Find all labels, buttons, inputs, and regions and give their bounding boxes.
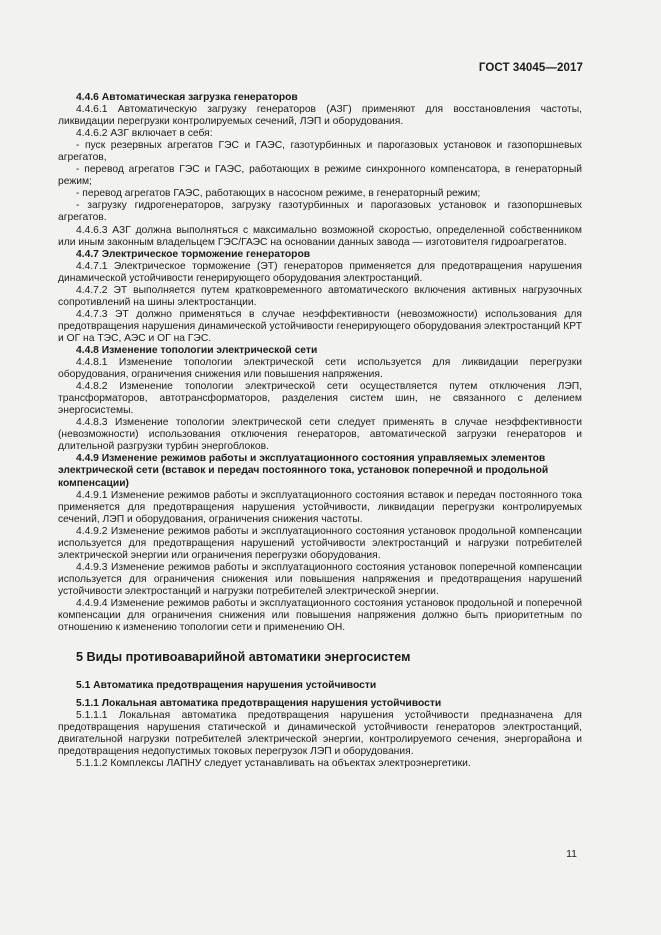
paragraph: - перевод агрегатов ГЭС и ГАЭС, работающих в режиме синхронного компенсатора, в генераторный режим; <box>58 164 582 188</box>
paragraph: 4.4.7.2 ЭТ выполняется путем кратковременного автоматического включения активных нагрузочных сопротивлений на шины электростанции. <box>58 284 582 308</box>
paragraph: 4.4.8.3 Изменение топологии электрической сети следует применять в случае неэффективности (невозможности) использования отключения генераторов, автоматической загрузки генераторов и длительной разгрузки турбин энергоблоков. <box>58 417 582 453</box>
paragraph: 4.4.6.3 АЗГ должна выполняться с максимально возможной скоростью, определенной собственником или иным законным владельцем ГЭС/ГАЭС на основании данных завода — изготовителя гидроагрегатов. <box>58 224 582 248</box>
page-number: 11 <box>566 848 577 860</box>
paragraph: 4.4.8.1 Изменение топологии электрической сети используется для ликвидации перегрузки оборудования, ограничения снижения или повышения напряжения. <box>58 357 582 381</box>
page-content <box>58 92 582 770</box>
subsection-heading: 5.1 Автоматика предотвращения нарушения устойчивости <box>76 680 377 692</box>
paragraph: - загрузку гидрогенераторов, загрузку газотурбинных и парогазовых установок и газопоршневых агрегатов. <box>58 200 582 224</box>
paragraph: 4.4.9.2 Изменение режимов работы и эксплуатационного состояния установок продольной компенсации используется для предотвращения нарушений устойчивости электростанций и нагрузки потребителей электрической энергии или ограничения перегрузки оборудования. <box>58 525 582 561</box>
clause-heading: 4.4.7 Электрическое торможение генераторов <box>76 248 311 260</box>
paragraph: 4.4.9.3 Изменение режимов работы и эксплуатационного состояния установок поперечной компенсации используется для ограничения снижения или повышения напряжения и предотвращения нарушений устойчивости электростанций и нагрузки потребителей электрической энергии. <box>58 561 582 597</box>
section-heading: 5 Виды противоаварийной автоматики энергосистем <box>76 650 411 665</box>
clause-heading: 4.4.6 Автоматическая загрузка генераторов <box>76 92 298 103</box>
clause-heading: 4.4.9 Изменение режимов работы и эксплуатационного состояния управляемых элементов электрической сети (вставок и передач постоянного тока, установок поперечной и продольной компенсации) <box>58 453 549 489</box>
paragraph: 4.4.7.1 Электрическое торможение (ЭТ) генераторов применяется для предотвращения нарушения динамической устойчивости генерирующего оборудования электростанций. <box>58 260 582 284</box>
paragraph: - пуск резервных агрегатов ГЭС и ГАЭС, газотурбинных и парогазовых установок и газопоршневых агрегатов, <box>58 140 582 164</box>
paragraph: - перевод агрегатов ГАЭС, работающих в насосном режиме, в генераторный режим; <box>76 188 481 200</box>
document-code: ГОСТ 34045—2017 <box>478 62 583 74</box>
section5-text <box>58 710 582 770</box>
paragraph: 5.1.1.2 Комплексы ЛАПНУ следует устанавливать на объектах электроэнергетики. <box>76 758 471 770</box>
paragraph: 5.1.1.1 Локальная автоматика предотвращения нарушения устойчивости предназначена для предотвращения нарушения статической и динамической устойчивости генераторов электростанций, двигательной нагрузки потребителей электрической энергии, контролируемого сечения, энергорайона и предотвращения недопустимых токовых перегрузок ЛЭП и оборудования. <box>58 710 582 758</box>
paragraph: 4.4.6.1 Автоматическую загрузку генераторов (АЗГ) применяют для восстановления частоты, ликвидации перегрузки контролируемых сечений, ЛЭП и оборудования. <box>58 104 582 128</box>
paragraph: 4.4.9.1 Изменение режимов работы и эксплуатационного состояния вставок и передач постоянного тока применяется для предотвращения нарушения устойчивости, ликвидации перегрузки контролируемых сечений, ЛЭП и оборудования, ограничения снижения частоты. <box>58 489 582 525</box>
subsubsection-heading: 5.1.1 Локальная автоматика предотвращения нарушения устойчивости <box>76 698 442 710</box>
body-text <box>58 92 582 634</box>
paragraph: 4.4.6.2 АЗГ включает в себя: <box>76 128 213 140</box>
paragraph: 4.4.8.2 Изменение топологии электрической сети осуществляется путем отключения ЛЭП, трансформаторов, автотрансформаторов, разделения систем шин, не связанного с делением энергосистемы. <box>58 381 582 417</box>
clause-heading: 4.4.8 Изменение топологии электрической сети <box>76 344 318 356</box>
paragraph: 4.4.9.4 Изменение режимов работы и эксплуатационного состояния установок продольной и поперечной компенсации для ограничения снижения или повышения напряжения должно быть приоритетным по отношению к изменению топологии сети и применению ОН. <box>58 597 582 634</box>
paragraph: 4.4.7.3 ЭТ должно применяться в случае неэффективности (невозможности) использования для предотвращения нарушения динамической устойчивости генерирующего оборудования электростанций КРТ и ОГ на ТЭС, АЭС и ОГ на ГЭС. <box>58 308 582 344</box>
